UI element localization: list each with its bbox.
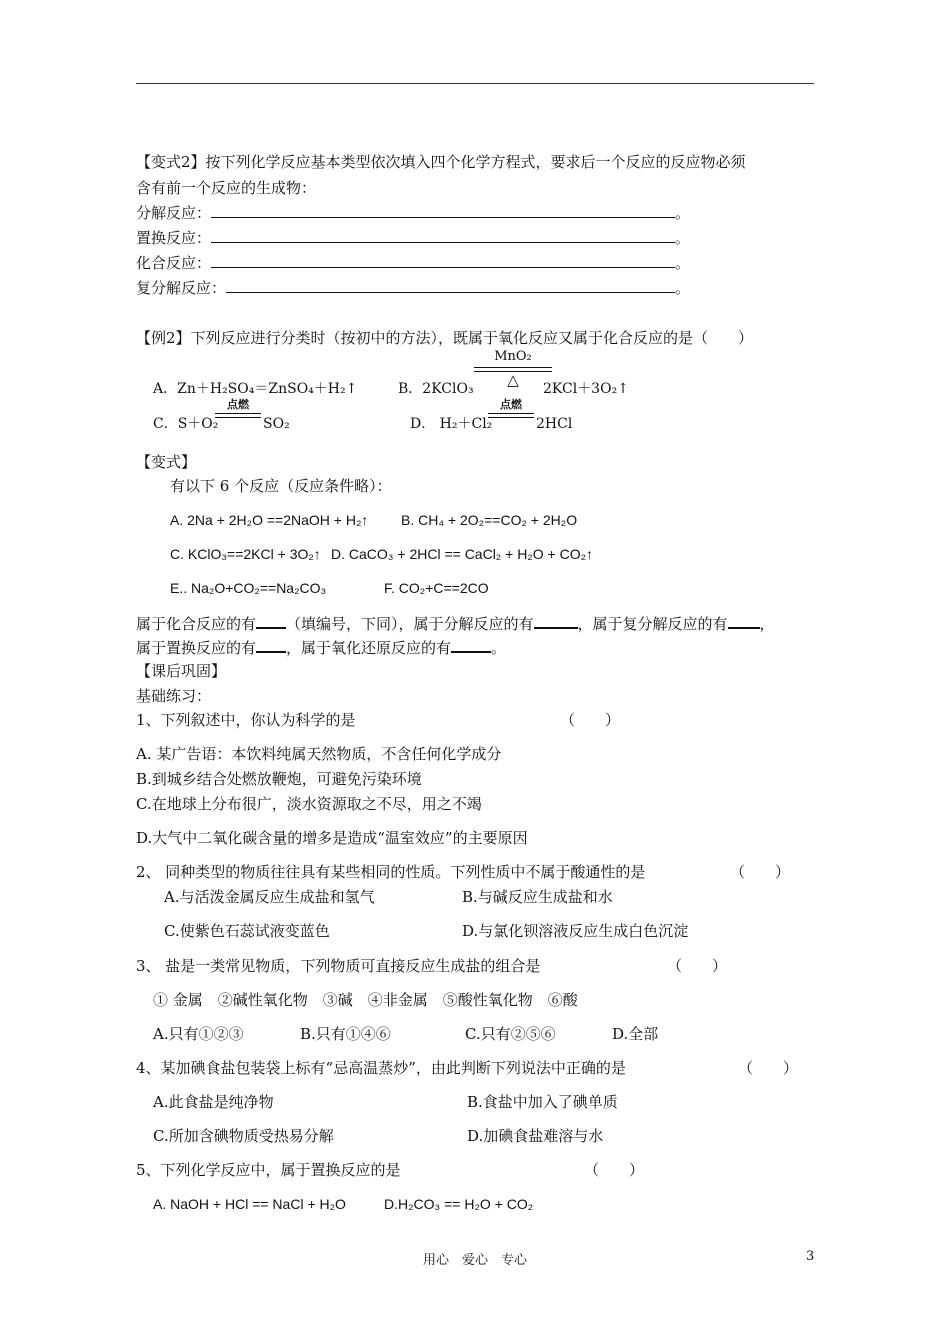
q2-option-b: B.与碱反应生成盐和水 <box>462 888 613 906</box>
q1-option-c: C.在地球上分布很广，淡水资源取之不尽，用之不竭 <box>136 795 482 813</box>
q5-answer-paren[interactable]: （ ） <box>584 1161 645 1179</box>
q3-option-b: B.只有①④⑥ <box>300 1025 391 1043</box>
page-footer: 用心 爱心 专心 <box>422 1253 527 1268</box>
example2-option-b-right: 2KCl＋3O₂↑ <box>543 381 629 397</box>
q4-option-b: B.食盐中加入了碘单质 <box>467 1093 618 1111</box>
q3-option-a: A.只有①②③ <box>153 1025 244 1043</box>
variant-title: 【变式】 <box>136 453 197 471</box>
ignite-condition: 点燃 <box>215 400 261 422</box>
example2-option-c-right: SO₂ <box>263 416 290 432</box>
q1-option-a: A. 某广告语：本饮料纯属天然物质，不含任何化学成分 <box>136 745 502 763</box>
q2-answer-paren[interactable]: （ ） <box>730 863 791 881</box>
answer-blank[interactable] <box>226 277 675 293</box>
q5-option-d: D.H₂CO₃ == H₂O + CO₂ <box>384 1196 534 1212</box>
variant2-line1: 【变式2】按下列化学反应基本类型依次填入四个化学方程式，要求后一个反应的反应物必须 <box>136 153 746 171</box>
ignite-condition: 点燃 <box>488 400 534 422</box>
q1-stem: 1、下列叙述中，你认为科学的是 <box>136 711 356 729</box>
q1-option-d: D.大气中二氧化碳含量的增多是造成“温室效应”的主要原因 <box>136 829 528 847</box>
header-rule <box>136 83 814 84</box>
q3-answer-paren[interactable]: （ ） <box>667 957 728 975</box>
answer-blank[interactable] <box>256 612 286 629</box>
q4-answer-paren[interactable]: （ ） <box>738 1059 799 1077</box>
fill-row-displacement: 置换反应： 。 <box>136 229 691 247</box>
answer-blank[interactable] <box>211 227 675 243</box>
q4-option-c: C.所加含碘物质受热易分解 <box>153 1127 334 1145</box>
reaction-e: E.. Na₂O+CO₂==Na₂CO₃ <box>170 580 327 596</box>
homework-title: 【课后巩固】 <box>136 662 227 680</box>
q2-option-c: C.使紫色石蕊试液变蓝色 <box>164 922 330 940</box>
answer-blank[interactable] <box>256 636 286 653</box>
q2-option-a: A.与活泼金属反应生成盐和氢气 <box>164 888 375 906</box>
q1-answer-paren[interactable]: （ ） <box>560 711 621 729</box>
q3-option-c: C.只有②⑤⑥ <box>465 1025 556 1043</box>
example2-option-b-left: B．2KClO₃ <box>398 381 474 397</box>
page-number: 3 <box>806 1249 815 1264</box>
reaction-b: B. CH₄ + 2O₂==CO₂ + 2H₂O <box>401 512 578 528</box>
q3-option-d: D.全部 <box>612 1025 659 1043</box>
q1-option-b: B.到城乡结合处燃放鞭炮，可避免污染环境 <box>136 770 422 788</box>
classification-line2: 属于置换反应的有 ，属于氧化还原反应的有 。 <box>136 636 506 658</box>
reaction-f: F. CO₂+C==2CO <box>384 580 489 596</box>
homework-basic-label: 基础练习： <box>136 687 212 705</box>
fill-row-double-decomposition: 复分解反应： 。 <box>136 279 691 297</box>
reaction-d: D. CaCO₃ + 2HCl == CaCl₂ + H₂O + CO₂↑ <box>331 546 594 562</box>
reaction-c: C. KClO₃==2KCl + 3O₂↑ <box>170 546 321 562</box>
q4-stem: 4、某加碘食盐包装袋上标有“忌高温蒸炒”，由此判断下列说法中正确的是 <box>136 1059 626 1077</box>
example2-option-a: A．Zn＋H₂SO₄＝ZnSO₄＋H₂↑ <box>153 381 358 397</box>
reaction-a: A. 2Na + 2H₂O ==2NaOH + H₂↑ <box>170 512 369 528</box>
example2-option-c-left: C．S＋O₂ <box>153 416 219 432</box>
q2-stem: 2、 同种类型的物质往往具有某些相同的性质。下列性质中不属于酸通性的是 <box>136 863 646 881</box>
q3-stem: 3、 盐是一类常见物质，下列物质可直接反应生成盐的组合是 <box>136 957 541 975</box>
q4-option-a: A.此食盐是纯净物 <box>153 1093 274 1111</box>
answer-blank[interactable] <box>211 202 675 218</box>
answer-blank[interactable] <box>451 636 491 653</box>
variant-intro: 有以下 6 个反应（反应条件略）： <box>170 477 392 495</box>
fill-row-combination: 化合反应： 。 <box>136 254 691 272</box>
q5-stem: 5、下列化学反应中，属于置换反应的是 <box>136 1161 401 1179</box>
example2-option-d-right: 2HCl <box>536 416 573 432</box>
variant2-line2: 含有前一个反应的生成物： <box>136 179 317 197</box>
answer-blank[interactable] <box>534 612 578 629</box>
fill-row-decomposition: 分解反应： 。 <box>136 204 691 222</box>
answer-blank[interactable] <box>211 252 675 268</box>
q5-option-a: A. NaOH + HCl == NaCl + H₂O <box>153 1196 346 1212</box>
classification-line1: 属于化合反应的有 （填编号，下同），属于分解反应的有 ，属于复分解反应的有 ， <box>136 612 775 634</box>
mno2-heat-condition: MnO₂ △ <box>474 350 552 394</box>
example2-question: 【例2】下列反应进行分类时（按初中的方法），既属于氧化反应又属于化合反应的是（ ） <box>136 329 754 347</box>
q2-option-d: D.与氯化钡溶液反应生成白色沉淀 <box>462 922 689 940</box>
q3-items: ① 金属 ②碱性氧化物 ③碱 ④非金属 ⑤酸性氧化物 ⑥酸 <box>153 991 578 1009</box>
answer-blank[interactable] <box>728 612 760 629</box>
example2-option-d-left: D． H₂＋Cl₂ <box>410 416 493 432</box>
q4-option-d: D.加碘食盐难溶与水 <box>467 1127 604 1145</box>
